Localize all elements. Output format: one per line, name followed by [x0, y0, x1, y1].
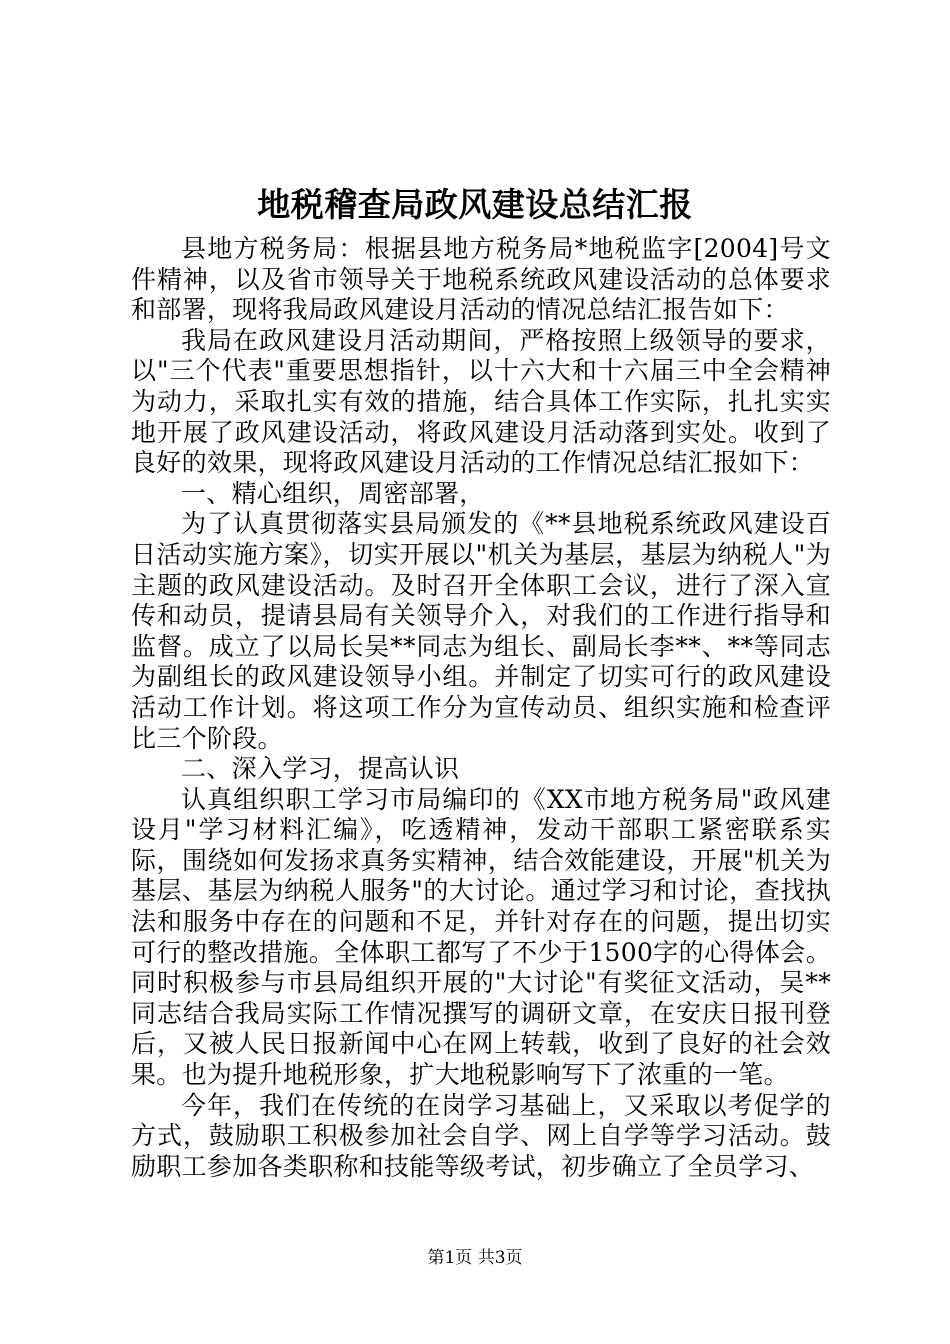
- paragraph-intro: 县地方税务局：根据县地方税务局*地税监字[2004]号文件精神，以及省市领导关于地税系统政风建设活动的总体要求和部署，现将我局政风建设月活动的情况总结汇报告如下：: [131, 234, 831, 325]
- paragraph-section-2: 认真组织职工学习市局编印的《XX市地方税务局"政风建设月"学习材料汇编》，吃透精神，发动干部职工紧密联系实际，围绕如何发扬求真务实精神，结合效能建设，开展"机关为基层、基层为纳税人服务"的大讨论。通过学习和讨论，查找执法和服务中存在的问题和不足，并针对存在的问题，提出切实可行的整改措施。全体职工都写了不少于1500字的心得体会。同时积极参与市县局组织开展的"大讨论"有奖征文活动，吴**同志结合我局实际工作情况撰写的调研文章，在安庆日报刊登后，又被人民日报新闻中心在网上转载，收到了良好的社会效果。也为提升地税形象，扩大地税影响写下了浓重的一笔。: [131, 784, 831, 1090]
- paragraph-overview: 我局在政风建设月活动期间，严格按照上级领导的要求，以"三个代表"重要思想指针，以十六大和十六届三中全会精神为动力，采取扎实有效的措施，结合具体工作实际，扎扎实实地开展了政风建设活动，将政风建设月活动落到实处。收到了良好的效果，现将政风建设月活动的工作情况总结汇报如下：: [131, 325, 831, 478]
- section-heading-2: 二、深入学习，提高认识: [181, 754, 460, 784]
- paragraph-section-2-continued: 今年，我们在传统的在岗学习基础上，又采取以考促学的方式，鼓励职工积极参加社会自学、网上自学等学习活动。鼓励职工参加各类职称和技能等级考试，初步确立了全员学习、: [131, 1090, 831, 1181]
- document-title: 地税稽查局政风建设总结汇报: [257, 185, 693, 224]
- document-body: [131, 234, 831, 1182]
- page-number-footer: 第1页 共3页: [427, 1248, 523, 1268]
- section-heading-1: 一、精心组织，周密部署，: [181, 478, 485, 508]
- paragraph-section-1: 为了认真贯彻落实县局颁发的《**县地税系统政风建设百日活动实施方案》，切实开展以"机关为基层，基层为纳税人"为主题的政风建设活动。及时召开全体职工会议，进行了深入宣传和动员，提请县局有关领导介入，对我们的工作进行指导和监督。成立了以局长吴**同志为组长、副局长李**、**等同志为副组长的政风建设领导小组。并制定了切实可行的政风建设活动工作计划。将这项工作分为宣传动员、组织实施和检查评比三个阶段。: [131, 509, 831, 753]
